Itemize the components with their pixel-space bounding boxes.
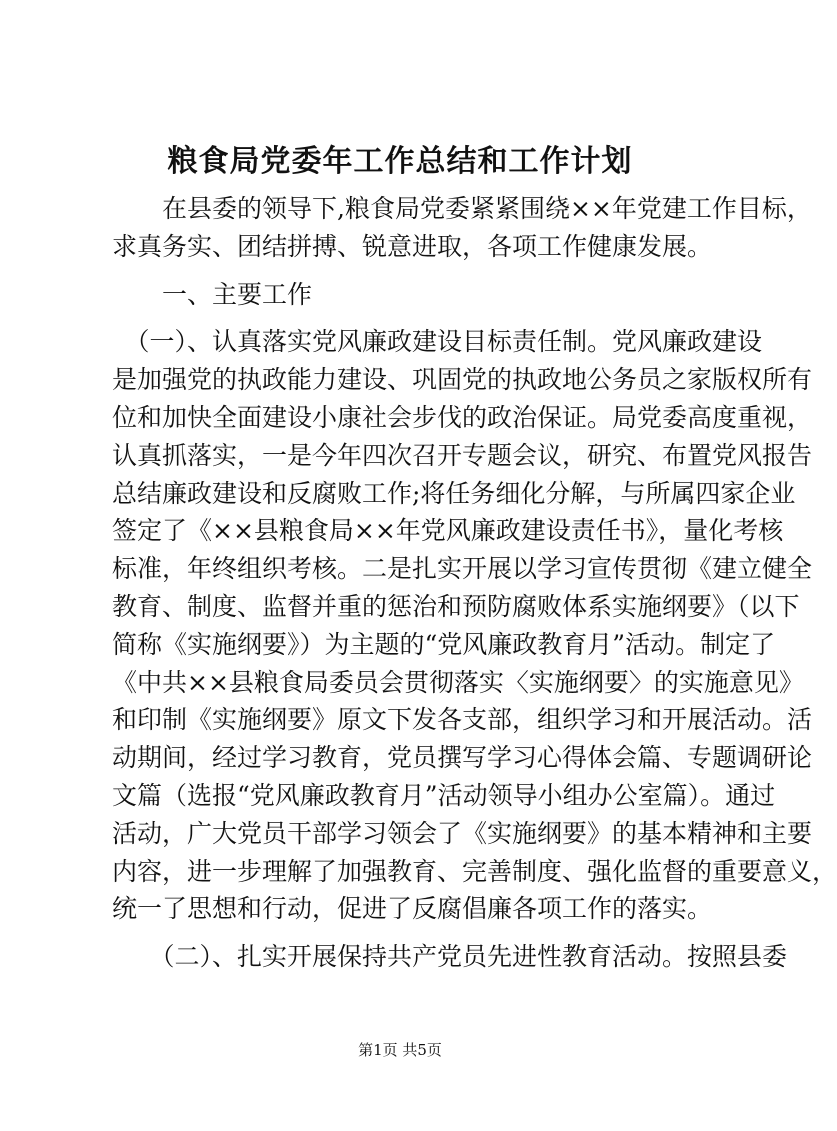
text-line: 是加强党的执政能力建设、巩固党的执政地公务员之家版权所有 <box>112 365 813 395</box>
text-line: 文篇（选报“党风廉政教育月”活动领导小组办公室篇）。通过 <box>112 780 776 810</box>
text-line: 简称《实施纲要》）为主题的“党风廉政教育月”活动。制定了 <box>112 629 776 659</box>
section-heading: 一、主要工作 <box>112 279 313 309</box>
text-line: 和印制《实施纲要》原文下发各支部，组织学习和开展活动。活 <box>112 705 813 735</box>
text-line: 标准，年终组织考核。二是扎实开展以学习宣传贯彻《建立健全 <box>112 554 813 584</box>
document-body <box>112 190 837 976</box>
text-line: 在县委的领导下,粮食局党委紧紧围绕××年党建工作目标， <box>112 194 812 223</box>
text-line: 《中共××县粮食局委员会贯彻落实〈实施纲要〉的实施意见》 <box>112 667 804 697</box>
text-line: （一）、认真落实党风廉政建设目标责任制。党风廉政建设 <box>112 327 763 357</box>
text-line: 动期间，经过学习教育，党员撰写学习心得体会篇、专题调研论 <box>112 743 813 773</box>
text-line: 统一了思想和行动，促进了反腐倡廉各项工作的落实。 <box>112 894 713 924</box>
text-line: 认真抓落实，一是今年四次召开专题会议，研究、布置党风报告 <box>112 440 813 470</box>
text-line: 总结廉政建设和反腐败工作;将任务细化分解，与所属四家企业 <box>112 478 796 508</box>
text-line: 教育、制度、监督并重的惩治和预防腐败体系实施纲要》（以下 <box>112 591 800 621</box>
document-title: 粮食局党委年工作总结和工作计划 <box>167 144 633 179</box>
text-line: 求真务实、团结拼搏、锐意进取，各项工作健康发展。 <box>112 231 713 261</box>
text-line: （二）、扎实开展保持共产党员先进性教育活动。按照县委 <box>112 942 788 972</box>
text-line: 内容，进一步理解了加强教育、完善制度、强化监督的重要意义， <box>112 856 837 886</box>
text-line: 活动，广大党员干部学习领会了《实施纲要》的基本精神和主要 <box>112 818 813 848</box>
text-line: 签定了《××县粮食局××年党风廉政建设责任书》，量化考核 <box>112 516 784 546</box>
page-number-footer: 第1页 共5页 <box>358 1041 442 1059</box>
text-line: 位和加快全面建设小康社会步伐的政治保证。局党委高度重视， <box>112 402 813 432</box>
